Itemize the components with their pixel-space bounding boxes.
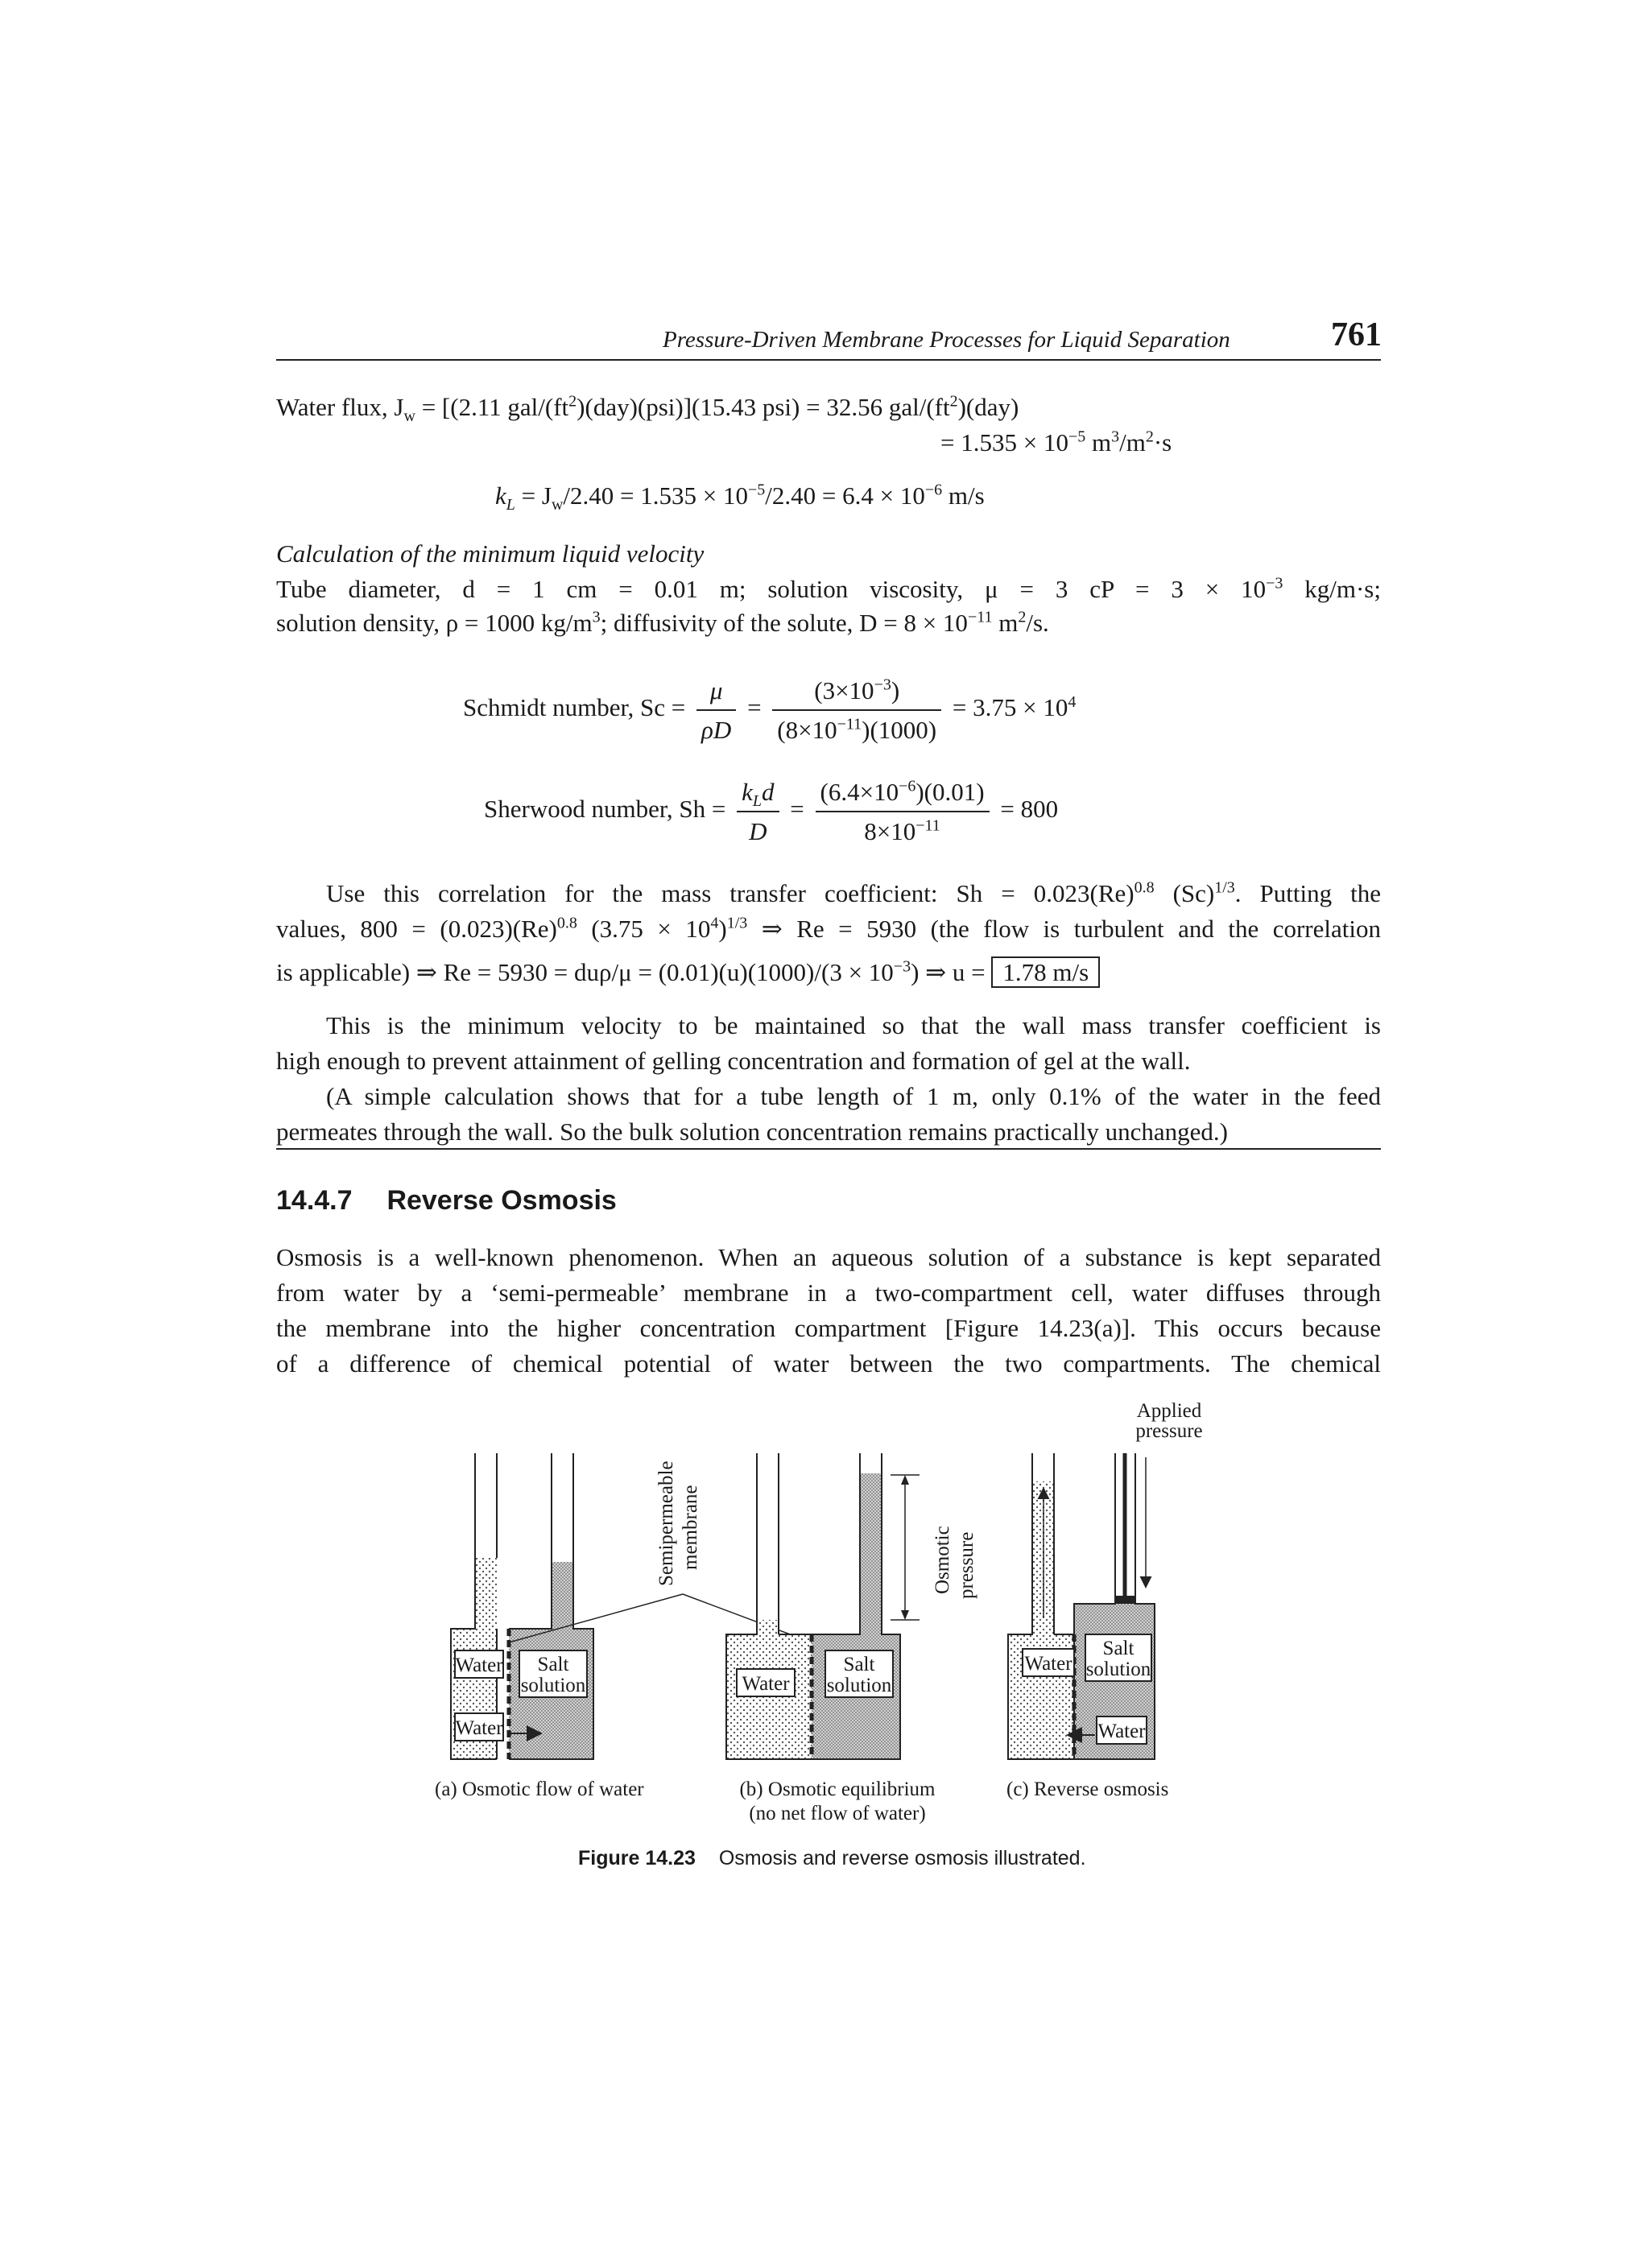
- sherwood-equation: [484, 775, 1058, 849]
- sherwood-den-1: D: [749, 817, 767, 845]
- correlation-line-2-exp3: 1/3: [726, 914, 748, 932]
- osmotic-label: Osmotic: [932, 1526, 953, 1594]
- caption-b-line-2: (no net flow of water): [749, 1803, 926, 1824]
- correlation-line-1: [276, 876, 1381, 911]
- schmidt-label: Schmidt number, Sc =: [463, 693, 686, 722]
- water-flux-si-a: = 1.535 × 10: [940, 428, 1068, 456]
- sherwood-num-2-exp: −6: [899, 777, 916, 795]
- tube-line-2-mid: ; diffusivity of the solute, D = 8 × 10: [600, 609, 968, 637]
- panel-a-water-tube: [475, 1558, 497, 1630]
- water-flux-expr-c: )(day): [957, 393, 1019, 421]
- schmidt-den-1: ρD: [701, 716, 732, 744]
- min-velocity-line-1: This is the minimum velocity to be maintained so that the wall mass transfer coefficient is: [326, 1011, 1381, 1039]
- applied-label: Applied: [1136, 1400, 1202, 1422]
- sherwood-num-1: [737, 775, 779, 812]
- simple-calc-line-1: (A simple calculation shows that for a tube length of 1 m, only 0.1% of the water in the feed: [326, 1082, 1381, 1110]
- water-flux-label: Water flux, J: [276, 393, 404, 421]
- correlation-line-3-a: is applicable) ⇒ Re = 5930 = duρ/μ = (0.01)(u)(1000)/(3 × 10: [276, 958, 894, 986]
- tube-line-2-exp: −11: [967, 608, 993, 626]
- exp-2d: 2: [1018, 608, 1027, 626]
- schmidt-result-exp: 4: [1068, 692, 1077, 711]
- schmidt-den-2-b: )(1000): [862, 716, 937, 744]
- simple-calc-line-2: permeates through the wall. So the bulk solution concentration remains practically unchanged.): [276, 1117, 1228, 1146]
- correlation-line-2-a: values, 800 = (0.023)(Re): [276, 915, 557, 943]
- correlation-line-3-exp: −3: [893, 957, 911, 976]
- section-number: 14.4.7: [276, 1185, 353, 1216]
- sherwood-den-2: [816, 812, 990, 849]
- tube-line-2: [276, 605, 1049, 640]
- tube-line-1-exp: −3: [1266, 574, 1283, 593]
- correlation-line-3: [276, 955, 1100, 989]
- panel-b-water-tube: [757, 1620, 779, 1636]
- kl-expr-d: m/s: [942, 481, 985, 510]
- water-flux-si-b: m: [1085, 428, 1112, 456]
- panel-c-salt-label: Salt: [1102, 1638, 1134, 1659]
- kl-expr-a: = J: [515, 481, 552, 510]
- correlation-line-3-b: ) ⇒ u =: [911, 958, 986, 986]
- min-velocity-line-2: high enough to prevent attainment of gelling concentration and formation of gel at the wall.: [276, 1047, 1191, 1075]
- figure-caption-label: Figure 14.23: [578, 1847, 696, 1869]
- water-flux-si-d: ·s: [1153, 428, 1172, 456]
- panel-a-solution-label: solution: [520, 1675, 586, 1696]
- panel-a-water-label: Water: [455, 1655, 503, 1676]
- sherwood-num-1-sub: L: [752, 792, 763, 811]
- water-flux-si-exp: −5: [1068, 428, 1086, 446]
- correlation-line-2-b: (3.75 × 10: [577, 915, 711, 943]
- exp-2c: 2: [1145, 428, 1154, 446]
- sherwood-result: = 800: [1000, 795, 1059, 824]
- membrane-label: membrane: [680, 1485, 701, 1570]
- pressure-label: pressure: [956, 1531, 977, 1599]
- panel-c: [1008, 1400, 1203, 1759]
- sherwood-frac-1: [737, 775, 779, 849]
- kl-symbol: k: [495, 481, 506, 510]
- tube-line-2-text: solution density, ρ = 1000 kg/m: [276, 609, 593, 637]
- panel-b-salt-label: Salt: [843, 1654, 875, 1675]
- caption-b: [717, 1778, 958, 1826]
- kl-sub: L: [506, 496, 515, 514]
- panel-a-salt-label: Salt: [537, 1654, 569, 1675]
- velocity-answer-box: 1.78 m/s: [991, 956, 1100, 988]
- caption-b-line-1: (b) Osmotic equilibrium: [739, 1778, 936, 1800]
- osmosis-line-1: Osmosis is a well-known phenomenon. When an aqueous solution of a substance is kept separated: [276, 1243, 1381, 1271]
- caption-a: (a) Osmotic flow of water: [435, 1778, 644, 1800]
- tube-line-1-end: kg/m·s;: [1283, 575, 1381, 603]
- panel-b-water-label: Water: [742, 1673, 790, 1695]
- tube-line-2-end: /s.: [1026, 609, 1049, 637]
- schmidt-eq: =: [747, 693, 762, 722]
- water-flux-expr-a: = [(2.11 gal/(ft: [415, 393, 569, 421]
- kl-exp-2: −6: [924, 481, 943, 499]
- schmidt-result: = 3.75 × 10: [952, 693, 1068, 722]
- example-end-rule: [276, 1148, 1381, 1150]
- schmidt-num-1: μ: [696, 673, 736, 711]
- sherwood-num-2-a: (6.4×10: [820, 778, 899, 806]
- schmidt-num-2: [772, 673, 941, 711]
- schmidt-den-2-a: (8×10: [777, 716, 837, 744]
- panel-b: [726, 1453, 977, 1759]
- schmidt-num-2-a: (3×10: [814, 676, 874, 704]
- tube-line-1: [276, 572, 1381, 606]
- caption-c: (c) Reverse osmosis: [1006, 1778, 1169, 1800]
- sherwood-num-1-a: k: [742, 778, 753, 806]
- section-title: Reverse Osmosis: [386, 1185, 617, 1216]
- page-number: 761: [1331, 316, 1382, 353]
- panel-a: [451, 1453, 593, 1759]
- water-flux-si-c: /m: [1119, 428, 1146, 456]
- panel-c-water-label: Water: [1024, 1653, 1072, 1675]
- tube-line-2-unit: m: [992, 609, 1019, 637]
- schmidt-frac-1: [696, 673, 736, 747]
- sherwood-num-1-b: d: [762, 778, 775, 806]
- exp-2b: 2: [949, 392, 958, 411]
- sherwood-eq: =: [790, 795, 804, 824]
- schmidt-num-2-b: ): [891, 676, 900, 704]
- kl-expr-b: /2.40 = 1.535 × 10: [563, 481, 748, 510]
- sherwood-den-2-a: 8×10: [864, 817, 916, 845]
- panel-a-water-label-2: Water: [455, 1717, 503, 1739]
- sherwood-num-2-b: )(0.01): [915, 778, 985, 806]
- piston: [1115, 1596, 1135, 1604]
- correlation-line-1-c: . Putting the: [1234, 879, 1381, 907]
- panel-a-salt-tube: [552, 1562, 573, 1630]
- panel-b-salt-tube: [860, 1473, 882, 1636]
- water-flux-sub: w: [403, 407, 415, 426]
- exp-3b: 3: [592, 608, 601, 626]
- correlation-line-1-exp2: 1/3: [1214, 878, 1235, 897]
- correlation-line-2-c: ): [718, 915, 727, 943]
- panel-c-water-label-2: Water: [1097, 1721, 1146, 1742]
- correlation-line-2: [276, 911, 1381, 946]
- water-flux-expr-b: )(day)(psi)](15.43 psi) = 32.56 gal/(ft: [577, 393, 950, 421]
- water-flux-line-2: [940, 425, 1172, 460]
- panel-c-solution-label: solution: [1085, 1659, 1151, 1680]
- tube-line-1-text: Tube diameter, d = 1 cm = 0.01 m; solution viscosity, μ = 3 cP = 3 × 10: [276, 575, 1267, 603]
- kl-sub-w: w: [551, 496, 564, 514]
- kl-exp-1: −5: [747, 481, 766, 499]
- kl-expr-c: /2.40 = 6.4 × 10: [765, 481, 925, 510]
- water-flux-line-1: [276, 390, 1019, 424]
- figure-caption-text: Osmosis and reverse osmosis illustrated.: [718, 1847, 1086, 1869]
- correlation-line-1-exp1: 0.8: [1134, 878, 1155, 897]
- sherwood-num-2: [816, 775, 990, 812]
- schmidt-equation: [463, 673, 1076, 747]
- header-rule: [276, 359, 1381, 361]
- calc-heading: Calculation of the minimum liquid velocity: [276, 539, 705, 568]
- applied-pressure-label: pressure: [1135, 1420, 1203, 1442]
- panel-b-solution-label: solution: [826, 1675, 892, 1696]
- sherwood-den-2-exp: −11: [915, 816, 940, 835]
- section-heading: [276, 1185, 617, 1217]
- correlation-line-2-exp1: 0.8: [556, 914, 577, 932]
- semipermeable-label: Semipermeable: [655, 1460, 677, 1586]
- schmidt-frac-2: [772, 673, 941, 747]
- correlation-line-1-b: (Sc): [1154, 879, 1215, 907]
- schmidt-den-2-exp: −11: [837, 715, 862, 733]
- schmidt-den-2: [772, 711, 941, 747]
- leader-line-a: [509, 1594, 683, 1642]
- correlation-line-2-d: ⇒ Re = 5930 (the flow is turbulent and the correlation: [747, 915, 1381, 943]
- sherwood-frac-2: [816, 775, 990, 849]
- osmosis-line-2: from water by a ‘semi-permeable’ membrane in a two-compartment cell, water diffuses through: [276, 1279, 1381, 1307]
- exp-2a: 2: [568, 392, 577, 411]
- osmosis-line-4: of a difference of chemical potential of water between the two compartments. The chemical: [276, 1349, 1381, 1378]
- exp-3: 3: [1111, 428, 1120, 446]
- osmosis-figure: [427, 1393, 1232, 1771]
- schmidt-num-2-exp: −3: [874, 675, 891, 694]
- figure-caption: [578, 1847, 1086, 1870]
- correlation-line-1-a: Use this correlation for the mass transfer coefficient: Sh = 0.023(Re): [326, 879, 1134, 907]
- sherwood-label: Sherwood number, Sh =: [484, 795, 726, 824]
- correlation-line-2-exp2: 4: [710, 914, 719, 932]
- osmosis-line-3: the membrane into the higher concentration compartment [Figure 14.23(a)]. This occurs because: [276, 1314, 1381, 1342]
- kl-equation: [495, 478, 985, 513]
- running-header-title: Pressure-Driven Membrane Processes for Liquid Separation: [663, 327, 1230, 353]
